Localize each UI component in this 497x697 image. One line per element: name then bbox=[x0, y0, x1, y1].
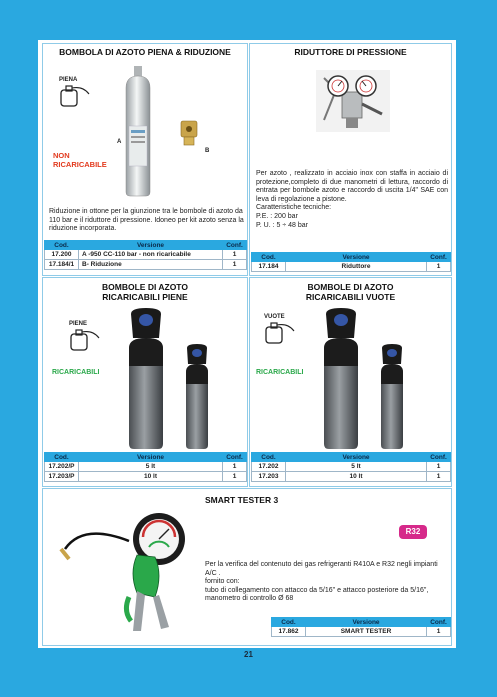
column-header-cod: Cod. bbox=[45, 453, 79, 462]
description-line-3: tubo di collegamento con attacco da 5/16" e attacco posteriore da 5/16", manometro di controllo Ø 68 bbox=[205, 586, 429, 603]
section-title: SMART TESTER 3 bbox=[205, 495, 279, 505]
column-header-conf: Conf. bbox=[427, 253, 451, 262]
section-bombola bbox=[42, 43, 248, 276]
cell-versione: 10 lt bbox=[79, 472, 223, 482]
column-header-conf: Conf. bbox=[427, 453, 451, 462]
spec-pu: P. U. : 5 ÷ 48 bar bbox=[256, 221, 308, 229]
section-smart-tester bbox=[42, 488, 452, 646]
cell-cod: 17.862 bbox=[272, 627, 306, 637]
table-row bbox=[252, 262, 451, 272]
description-line-1: Per la verifica del contenuto dei gas refrigeranti R410A e R32 negli impianti A/C . bbox=[205, 561, 438, 577]
table-row bbox=[252, 462, 451, 472]
section-title-line2: RICARICABILI VUOTE bbox=[305, 292, 396, 302]
nitrogen-bottle-image bbox=[121, 66, 155, 198]
smart-table bbox=[271, 617, 451, 637]
cylinder-icon bbox=[69, 328, 105, 352]
column-header-versione: Versione bbox=[286, 253, 427, 262]
column-header-cod: Cod. bbox=[252, 453, 286, 462]
table-row bbox=[272, 627, 451, 637]
cell-conf: 1 bbox=[223, 260, 247, 270]
cell-cod: 17.203 bbox=[252, 472, 286, 482]
section-title-line1: BOMBOLE DI AZOTO bbox=[307, 282, 394, 292]
cylinder-icon-label: PIENE bbox=[69, 321, 88, 327]
cell-cod: 17.184 bbox=[252, 262, 286, 272]
column-header-cod: Cod. bbox=[272, 618, 306, 627]
cylinder-icon-label: VUOTE bbox=[264, 314, 285, 320]
column-header-conf: Conf. bbox=[223, 241, 247, 250]
cell-versione: SMART TESTER bbox=[306, 627, 427, 637]
cylinder-icon bbox=[59, 84, 95, 108]
column-header-versione: Versione bbox=[79, 241, 223, 250]
large-cylinder-image bbox=[320, 308, 362, 450]
section-riduttore bbox=[249, 43, 452, 276]
cell-conf: 1 bbox=[427, 462, 451, 472]
description-line-2: fornito con: bbox=[205, 578, 240, 586]
brass-reducer-image bbox=[178, 119, 200, 147]
section-vuote bbox=[249, 277, 452, 487]
column-header-conf: Conf. bbox=[223, 453, 247, 462]
cell-conf: 1 bbox=[223, 250, 247, 260]
cell-versione: B- Riduzione bbox=[79, 260, 223, 270]
spec-title: Caratteristiche tecniche: bbox=[256, 204, 332, 212]
riduttore-table bbox=[251, 252, 451, 272]
cell-versione: 5 lt bbox=[79, 462, 223, 472]
tester-gauge-image bbox=[59, 501, 199, 639]
column-header-versione: Versione bbox=[286, 453, 427, 462]
catalog-page bbox=[38, 40, 456, 648]
cell-versione: Riduttore bbox=[286, 262, 427, 272]
cell-conf: 1 bbox=[427, 627, 451, 637]
cell-cod: 17.202/P bbox=[45, 462, 79, 472]
cell-conf: 1 bbox=[427, 262, 451, 272]
bombola-description: Riduzione in ottone per la giunzione tra le bombole di azoto da 110 bar e il riduttore di pressione. Idoneo per kit azoto senza la riduzione incorporata. bbox=[49, 208, 244, 233]
section-piene bbox=[42, 277, 248, 487]
column-header-cod: Cod. bbox=[252, 253, 286, 262]
r32-badge: R32 bbox=[399, 525, 427, 539]
small-cylinder-image bbox=[378, 344, 406, 450]
page-number: 21 bbox=[244, 650, 253, 659]
column-header-conf: Conf. bbox=[427, 618, 451, 627]
large-cylinder-image bbox=[125, 308, 167, 450]
description-text: Per azoto , realizzato in acciaio inox con staffa in acciaio di protezione,completo di due manometri di lettura, raccordo di entrata per bombole azoto e raccordo di uscita 1/4" SAE con leva di regolazione a pistone. bbox=[256, 170, 448, 203]
table-row bbox=[45, 462, 247, 472]
piene-table bbox=[44, 452, 247, 482]
table-row bbox=[45, 472, 247, 482]
cell-versione: 10 lt bbox=[286, 472, 427, 482]
column-header-versione: Versione bbox=[306, 618, 427, 627]
pressure-regulator-image bbox=[316, 70, 390, 132]
smart-description bbox=[205, 561, 449, 604]
cell-cod: 17.203/P bbox=[45, 472, 79, 482]
cylinder-icon-label: PIENA bbox=[59, 77, 78, 83]
ricaricabili-label: RICARICABILI bbox=[256, 369, 304, 376]
cell-versione: 5 lt bbox=[286, 462, 427, 472]
riduttore-description bbox=[256, 170, 448, 230]
cell-conf: 1 bbox=[427, 472, 451, 482]
bombola-table bbox=[44, 240, 247, 270]
ricaricabili-label: RICARICABILI bbox=[52, 369, 100, 376]
table-row bbox=[252, 472, 451, 482]
cell-cod: 17.184/1 bbox=[45, 260, 79, 270]
cell-conf: 1 bbox=[223, 472, 247, 482]
section-title-line2: RICARICABILI PIENE bbox=[102, 292, 188, 302]
section-title: RIDUTTORE DI PRESSIONE bbox=[294, 47, 407, 57]
part-label-a: A bbox=[117, 139, 122, 145]
cell-cod: 17.200 bbox=[45, 250, 79, 260]
non-ricaricabile-label: NON RICARICABILE bbox=[53, 151, 107, 169]
table-row bbox=[45, 250, 247, 260]
cylinder-icon bbox=[264, 321, 300, 345]
spec-pe: P.E. : 200 bar bbox=[256, 212, 298, 220]
table-row bbox=[45, 260, 247, 270]
cell-versione: A -950 CC-110 bar - non ricaricabile bbox=[79, 250, 223, 260]
vuote-table bbox=[251, 452, 451, 482]
column-header-cod: Cod. bbox=[45, 241, 79, 250]
small-cylinder-image bbox=[183, 344, 211, 450]
column-header-versione: Versione bbox=[79, 453, 223, 462]
cell-conf: 1 bbox=[223, 462, 247, 472]
section-title-line1: BOMBOLE DI AZOTO bbox=[102, 282, 188, 292]
cell-cod: 17.202 bbox=[252, 462, 286, 472]
section-title: BOMBOLA DI AZOTO PIENA & RIDUZIONE bbox=[59, 47, 231, 57]
part-label-b: B bbox=[205, 148, 210, 154]
